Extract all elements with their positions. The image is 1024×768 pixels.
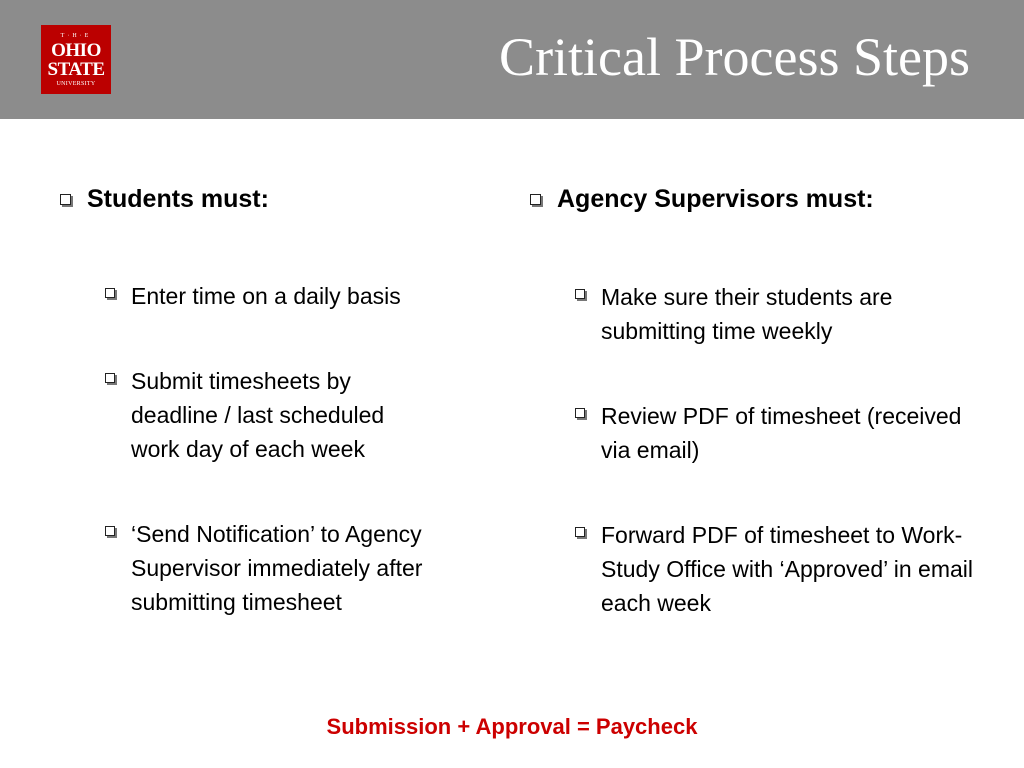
supervisors-heading: Agency Supervisors must: — [557, 185, 874, 213]
square-bullet-icon — [575, 289, 585, 299]
square-bullet-icon — [105, 288, 115, 298]
supervisors-item-1 — [575, 280, 975, 348]
students-item-1 — [105, 279, 485, 313]
students-column — [60, 185, 510, 214]
supervisors-column — [530, 185, 980, 214]
square-bullet-icon — [60, 194, 71, 205]
supervisors-item-text: Make sure their students are submitting time weekly — [601, 284, 893, 344]
logo-line-ohio: OHIO — [51, 39, 101, 61]
supervisors-item-2 — [575, 399, 975, 467]
students-item-2 — [105, 364, 435, 466]
students-item-text: ‘Send Notification’ to Agency Supervisor immediately after submitting timesheet — [131, 521, 423, 615]
square-bullet-icon — [575, 408, 585, 418]
slide-header — [0, 0, 1024, 119]
supervisors-item-3 — [575, 518, 975, 620]
students-heading: Students must: — [87, 185, 269, 213]
students-item-text: Submit timesheets by deadline / last scheduled work day of each week — [131, 368, 385, 462]
students-item-3 — [105, 517, 505, 619]
footer-equation: Submission + Approval = Paycheck — [326, 714, 698, 739]
ohio-state-logo — [41, 25, 111, 94]
students-heading-item — [60, 185, 510, 214]
square-bullet-icon — [530, 194, 541, 205]
square-bullet-icon — [105, 526, 115, 536]
logo-line-the: T·H·E — [60, 32, 92, 39]
students-item-text: Enter time on a daily basis — [131, 283, 401, 309]
supervisors-item-text: Forward PDF of timesheet to Work-Study Office with ‘Approved’ in email each week — [601, 522, 974, 616]
square-bullet-icon — [105, 373, 115, 383]
logo-line-university: UNIVERSITY — [56, 80, 96, 87]
slide-title: Critical Process Steps — [499, 27, 970, 87]
logo-line-state: STATE — [47, 58, 105, 80]
supervisors-item-text: Review PDF of timesheet (received via email) — [601, 403, 962, 463]
square-bullet-icon — [575, 527, 585, 537]
supervisors-heading-item — [530, 185, 980, 214]
